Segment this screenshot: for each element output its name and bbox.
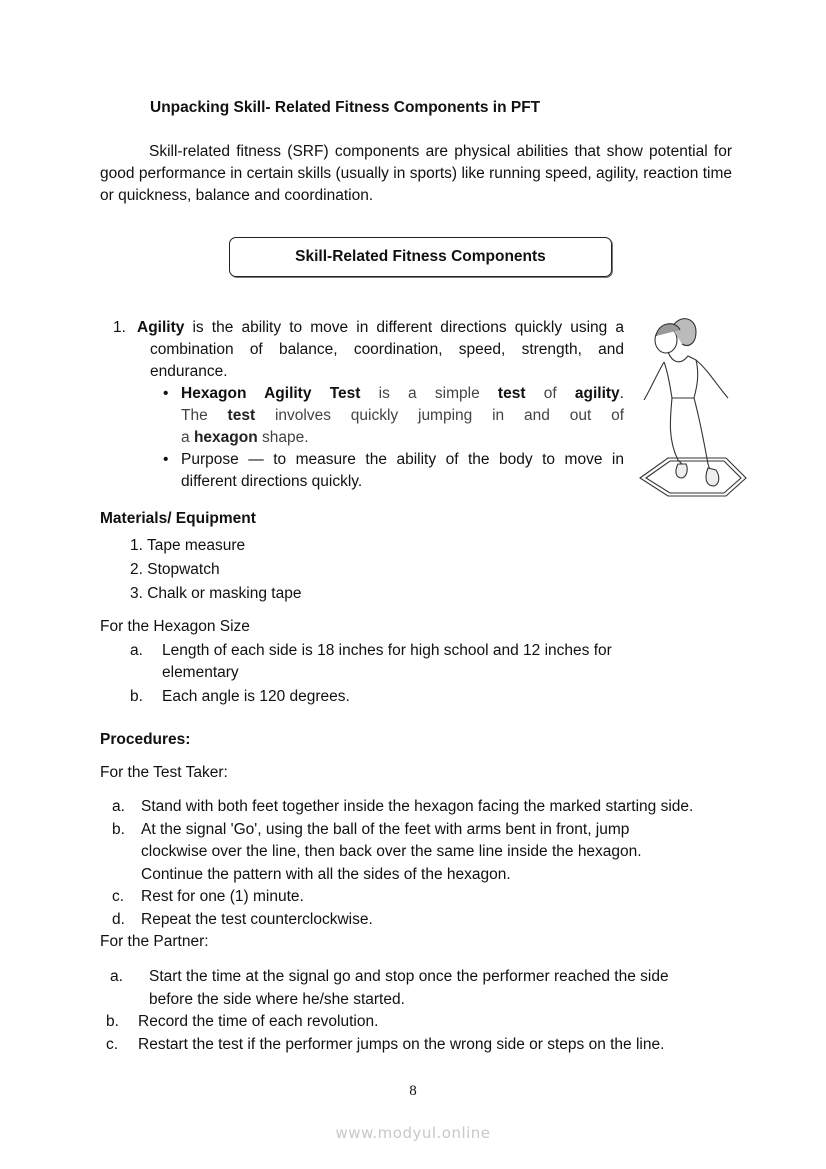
item-label: a. [112,798,125,815]
text-run: is a simple [360,385,498,402]
item-text: Record the time of each revolution. [138,1013,379,1030]
procedure-item [112,819,676,887]
intro-paragraph [100,141,732,207]
section-heading: Skill-Related Fitness Components [295,248,546,265]
ponytail [672,319,696,346]
bullet-icon: • [163,385,169,402]
text-run: shape. [257,429,309,446]
procedure-item [112,796,752,819]
item-text: Repeat the test counterclockwise. [141,910,373,928]
section-heading-box [229,237,612,277]
intro-text: Skill-related fitness (SRF) components are physical abilities that show potential for good performance in certain skills (usually in sports) like running speed, agility, reaction time or quickness, balance and coordination. [100,143,732,204]
procedure-item [106,1011,746,1034]
hexagon-size-item [130,640,670,684]
materials-heading: Materials/ Equipment [100,510,256,527]
item-number: 1. [113,319,126,336]
hexagon-size-heading: For the Hexagon Size [100,618,250,635]
procedure-item [112,886,752,909]
item-text: Stand with both feet together inside the hexagon facing the marked starting side. [141,798,694,815]
procedure-item [106,1034,746,1057]
hexagon-agility-illustration [638,310,748,505]
agility-definition-line: is the ability to move in different directions quickly using a [184,319,624,336]
procedure-item [112,909,752,932]
hexagon-test-term: Hexagon Agility Test [181,385,361,402]
materials-item: 3. Chalk or masking tape [130,585,302,602]
left-shoe [676,464,687,478]
agility-bullets [160,383,624,493]
text-run: of [525,385,575,402]
item-label: a. [110,968,123,985]
item-text: At the signal 'Go', using the ball of the feet with arms bent in front, jump clockwise over the line, then back over the same line inside the hexagon. Continue the pattern with all the sides of the hexagon. [141,820,642,883]
left-arm [644,362,664,400]
bullet-icon: • [163,451,169,468]
item-text: Each angle is 120 degrees. [162,688,350,705]
item-text: Length of each side is 18 inches for high school and 12 inches for elementary [162,642,612,681]
text-run: . [619,385,624,402]
partner-list [106,966,746,1056]
hexagon-inner-outline [646,461,741,493]
right-arm [696,360,728,398]
procedures-heading: Procedures: [100,731,191,748]
right-shoe [706,468,719,486]
text-run: a [181,429,194,446]
materials-list [130,534,301,606]
test-taker-list [112,796,752,931]
hexagon-outline [640,458,746,496]
torso [664,352,698,398]
bullet-hexagon-test [160,383,624,449]
agility-definition-line: endurance. [150,363,228,380]
watermark: www.modyul.online [335,1124,491,1142]
agility-definition-line: combination of balance, coordination, speed, strength, and [150,341,624,358]
materials-item: 1. Tape measure [130,537,246,554]
item-label: a. [130,642,143,659]
item-text: Start the time at the signal go and stop once the performer reached the side before the side where he/she started. [149,968,669,1008]
item-label: c. [112,888,125,905]
item-label: b. [112,820,125,838]
item-label: d. [112,910,125,928]
bullet-purpose [160,449,624,493]
partner-heading: For the Partner: [100,933,209,950]
item-text: Restart the test if the performer jumps on the wrong side or steps on the line. [138,1035,665,1053]
left-leg [670,398,684,466]
item-label: c. [106,1035,119,1053]
text-run: The [181,407,228,424]
page-title: Unpacking Skill- Related Fitness Components in PFT [150,99,541,116]
purpose-text: Purpose — to measure the ability of the body to move in different directions quickly. [181,451,624,490]
item-label: b. [130,688,143,705]
page-number: 8 [409,1083,417,1099]
agility-term: Agility [137,319,185,336]
bold-run: hexagon [193,429,258,446]
item-text: Rest for one (1) minute. [141,888,304,905]
hexagon-size-item [130,686,670,708]
text-run: involves quickly jumping in and out of [255,407,625,424]
hexagon-size-list [130,640,670,708]
bold-run: agility [574,385,620,402]
agility-item [113,317,624,383]
agility-definition [137,317,624,383]
procedure-item [106,966,679,1011]
bold-run: test [497,385,526,402]
bold-run: test [227,407,256,424]
test-taker-heading: For the Test Taker: [100,764,228,781]
item-label: b. [106,1013,119,1030]
materials-item: 2. Stopwatch [130,561,220,578]
right-leg [694,398,710,470]
